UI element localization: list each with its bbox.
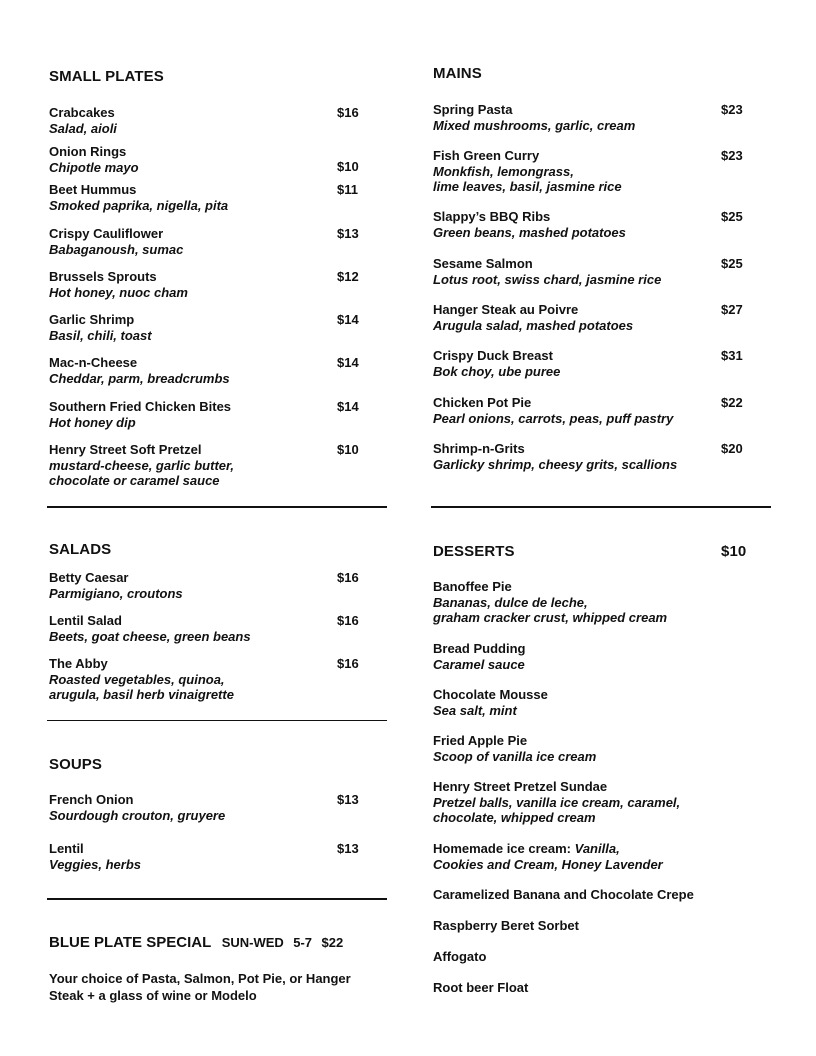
menu-item <box>433 779 773 826</box>
item-desc-line2: lime leaves, basil, jasmine rice <box>433 179 622 194</box>
item-name: Spring Pasta <box>433 102 513 117</box>
menu-item <box>433 949 773 965</box>
special-title: BLUE PLATE SPECIAL <box>49 934 212 951</box>
item-name: Fried Apple Pie <box>433 733 528 748</box>
item-desc: Cookies and Cream, Honey Lavender <box>433 856 663 872</box>
item-desc: Sourdough crouton, gruyere <box>49 807 226 823</box>
item-price: $25 <box>721 256 743 271</box>
item-desc: Beets, goat cheese, green beans <box>49 628 251 644</box>
item-price: $12 <box>337 269 359 284</box>
item-desc: Cheddar, parm, breadcrumbs <box>49 370 230 386</box>
item-price: $16 <box>337 105 359 120</box>
item-desc-line2: graham cracker crust, whipped cream <box>433 610 668 625</box>
special-description <box>49 970 389 1004</box>
special-price: $22 <box>321 935 344 950</box>
menu-item <box>49 841 389 872</box>
item-name: Lentil Salad <box>49 613 122 628</box>
item-desc: Scoop of vanilla ice cream <box>433 748 597 764</box>
item-name: Raspberry Beret Sorbet <box>433 918 579 933</box>
desserts-price: $10 <box>721 543 747 560</box>
item-price: $13 <box>337 841 359 856</box>
menu-item <box>433 733 773 764</box>
item-desc: Garlicky shrimp, cheesy grits, scallions <box>433 456 678 472</box>
item-desc: Sea salt, mint <box>433 702 517 718</box>
item-desc: Basil, chili, toast <box>49 327 152 343</box>
item-price: $13 <box>337 226 359 241</box>
item-name: Shrimp-n-Grits <box>433 441 525 456</box>
item-name: Brussels Sprouts <box>49 269 157 284</box>
item-name: Henry Street Soft Pretzel <box>49 442 202 457</box>
item-name: Sesame Salmon <box>433 256 533 271</box>
item-price: $14 <box>337 312 359 327</box>
item-name: Fish Green Curry <box>433 148 540 163</box>
special-line2: Steak + a glass of wine or Modelo <box>49 988 257 1003</box>
item-name: Southern Fried Chicken Bites <box>49 399 232 414</box>
menu-item <box>433 918 773 934</box>
menu-item <box>49 792 389 823</box>
menu-item <box>433 687 773 718</box>
item-price: $11 <box>337 182 358 197</box>
item-name: French Onion <box>49 792 134 807</box>
item-desc: Smoked paprika, nigella, pita <box>49 197 229 213</box>
item-name: Chicken Pot Pie <box>433 395 532 410</box>
soups-title: SOUPS <box>49 756 103 773</box>
special-line1: Your choice of Pasta, Salmon, Pot Pie, or Hanger <box>49 971 351 986</box>
item-name: Homemade ice cream: <box>433 841 572 856</box>
item-desc: Pearl onions, carrots, peas, puff pastry <box>433 410 674 426</box>
item-name: Bread Pudding <box>433 641 526 656</box>
item-price: $10 <box>337 442 359 457</box>
item-name: Garlic Shrimp <box>49 312 135 327</box>
item-desc: Caramel sauce <box>433 656 525 672</box>
item-desc-line2: arugula, basil herb vinaigrette <box>49 687 234 702</box>
item-desc-line2: chocolate or caramel sauce <box>49 473 220 488</box>
item-name: Hanger Steak au Poivre <box>433 302 579 317</box>
item-desc: mustard-cheese, garlic butter, <box>49 457 234 473</box>
desserts-section <box>433 0 773 1010</box>
item-desc: Green beans, mashed potatoes <box>433 224 626 240</box>
soups-section <box>49 0 389 900</box>
item-name-flavor: Vanilla, <box>574 841 620 856</box>
item-name: Beet Hummus <box>49 182 137 197</box>
item-desc: Mixed mushrooms, garlic, cream <box>433 117 636 133</box>
item-desc: Monkfish, lemongrass, <box>433 163 574 179</box>
item-desc: Hot honey dip <box>49 414 136 430</box>
item-name: Chocolate Mousse <box>433 687 548 702</box>
item-name: Slappy’s BBQ Ribs <box>433 209 551 224</box>
item-name: The Abby <box>49 656 108 671</box>
item-price: $14 <box>337 355 359 370</box>
menu-item <box>433 980 773 996</box>
item-name-row <box>433 841 773 857</box>
salads-title: SALADS <box>49 541 112 558</box>
item-name: Crabcakes <box>49 105 115 120</box>
item-name: Henry Street Pretzel Sundae <box>433 779 608 794</box>
blue-plate-special-heading <box>49 934 343 952</box>
item-price: $23 <box>721 148 743 163</box>
item-name: Banoffee Pie <box>433 579 512 594</box>
special-days: SUN-WED <box>221 935 284 950</box>
item-price: $22 <box>721 395 743 410</box>
divider <box>47 898 387 900</box>
desserts-title: DESSERTS <box>433 543 515 560</box>
mains-title: MAINS <box>433 65 482 82</box>
special-time: 5-7 <box>293 935 313 950</box>
item-name: Caramelized Banana and Chocolate Crepe <box>433 887 694 902</box>
item-price: $20 <box>721 441 743 456</box>
item-name: Crispy Duck Breast <box>433 348 553 363</box>
item-name: Lentil <box>49 841 84 856</box>
item-name: Mac-n-Cheese <box>49 355 138 370</box>
item-price: $31 <box>721 348 743 363</box>
item-desc: Bok choy, ube puree <box>433 363 561 379</box>
item-desc: Parmigiano, croutons <box>49 585 183 601</box>
item-desc: Arugula salad, mashed potatoes <box>433 317 634 333</box>
item-desc: Lotus root, swiss chard, jasmine rice <box>433 271 662 287</box>
item-desc: Hot honey, nuoc cham <box>49 284 188 300</box>
item-desc: Bananas, dulce de leche, <box>433 594 588 610</box>
item-price: $23 <box>721 102 743 117</box>
item-price: $16 <box>337 613 359 628</box>
item-price: $27 <box>721 302 743 317</box>
menu-item <box>433 579 773 626</box>
item-desc-line2: chocolate, whipped cream <box>433 810 596 825</box>
item-desc: Salad, aioli <box>49 120 117 136</box>
item-name: Betty Caesar <box>49 570 129 585</box>
menu-item <box>433 887 773 903</box>
item-name: Affogato <box>433 949 487 964</box>
item-price: $13 <box>337 792 359 807</box>
item-price: $16 <box>337 570 359 585</box>
item-desc: Veggies, herbs <box>49 856 141 872</box>
item-price: $10 <box>337 159 359 174</box>
item-name: Onion Rings <box>49 144 127 159</box>
item-desc: Pretzel balls, vanilla ice cream, caramel, <box>433 794 681 810</box>
item-name: Root beer Float <box>433 980 529 995</box>
item-desc: Chipotle mayo <box>49 159 139 175</box>
item-desc: Roasted vegetables, quinoa, <box>49 671 225 687</box>
item-price: $25 <box>721 209 743 224</box>
item-desc: Babaganoush, sumac <box>49 241 184 257</box>
menu-item <box>433 641 773 672</box>
item-price: $14 <box>337 399 359 414</box>
item-name: Crispy Cauliflower <box>49 226 164 241</box>
item-price: $16 <box>337 656 359 671</box>
menu-item <box>433 841 773 872</box>
small-plates-title: SMALL PLATES <box>49 68 164 85</box>
